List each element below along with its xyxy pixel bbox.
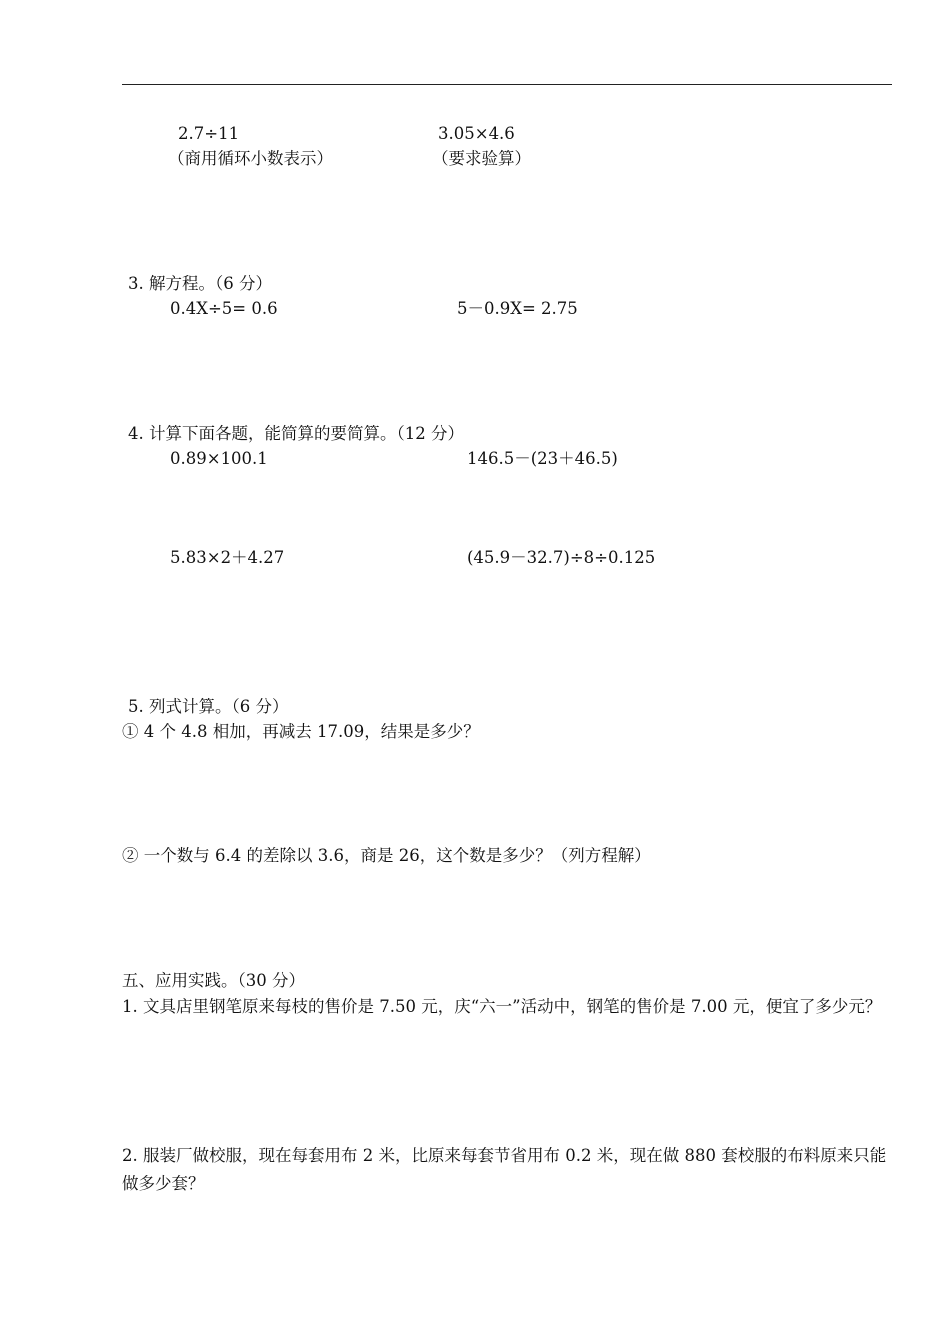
problem-multiplication-note: （要求验算） xyxy=(432,149,531,168)
calc-problem-1: 0.89×100.1 xyxy=(170,449,268,468)
application-question-2: 2. 服装厂做校服，现在每套用布 2 米，比原来每套节省用布 0.2 米，现在做 880 套校服的布料原来只能做多少套？ xyxy=(122,1146,887,1193)
section3-title: 3. 解方程。（6 分） xyxy=(128,274,272,293)
calc-problem-4: (45.9－32.7)÷8÷0.125 xyxy=(467,548,656,567)
word-problem-1: ① 4 个 4.8 相加，再减去 17.09，结果是多少？ xyxy=(122,722,480,741)
calc-problem-3: 5.83×2＋4.27 xyxy=(170,548,285,567)
calc-problem-2: 146.5－(23＋46.5) xyxy=(467,449,618,468)
section5-title: 5. 列式计算。（6 分） xyxy=(128,697,289,716)
equation-2: 5－0.9X= 2.75 xyxy=(457,299,578,318)
part5-title: 五、应用实践。（30 分） xyxy=(122,971,305,990)
section4-title: 4. 计算下面各题，能简算的要简算。（12 分） xyxy=(128,424,464,443)
equation-1: 0.4X÷5= 0.6 xyxy=(170,299,278,318)
application-question-1: 1. 文具店里钢笔原来每枝的售价是 7.50 元，庆“六一”活动中，钢笔的售价是 7.00 元，便宜了多少元？ xyxy=(122,997,882,1016)
header-rule xyxy=(122,84,892,85)
word-problem-2: ② 一个数与 6.4 的差除以 3.6，商是 26，这个数是多少？（列方程解） xyxy=(122,846,651,865)
problem-multiplication-expr: 3.05×4.6 xyxy=(438,124,515,143)
problem-division-expr: 2.7÷11 xyxy=(178,124,240,143)
problem-division-note: （商用循环小数表示） xyxy=(168,149,333,168)
